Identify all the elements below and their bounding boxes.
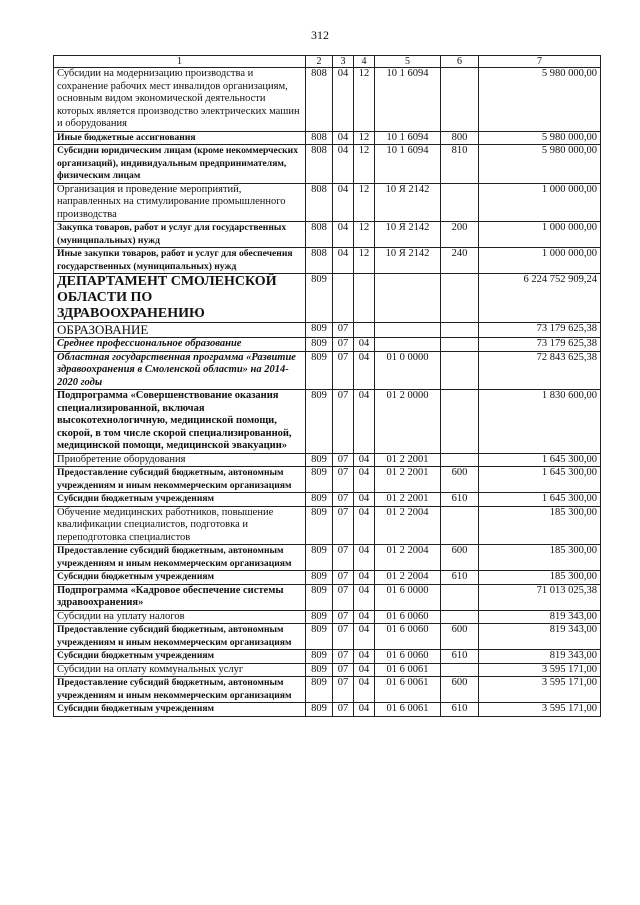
- row-admin-code: 809: [306, 545, 333, 571]
- row-section-code: 07: [333, 493, 354, 507]
- column-header: 3: [333, 56, 354, 68]
- row-admin-code: 809: [306, 506, 333, 545]
- table-row: [54, 222, 601, 248]
- row-name: Субсидии бюджетным учреждениям: [54, 571, 306, 585]
- row-subsection-code: 04: [354, 506, 375, 545]
- table-header-row: [54, 56, 601, 68]
- row-target-code: 01 2 2004: [375, 571, 441, 585]
- row-target-code: 01 6 0061: [375, 703, 441, 717]
- row-amount: 71 013 025,38: [479, 584, 601, 610]
- row-admin-code: 808: [306, 222, 333, 248]
- row-section-code: 04: [333, 68, 354, 132]
- row-name: Подпрограмма «Кадровое обеспечение системы здравоохранения»: [54, 584, 306, 610]
- row-amount: 5 980 000,00: [479, 131, 601, 145]
- row-name: Субсидии бюджетным учреждениям: [54, 650, 306, 664]
- row-expense-type: 600: [441, 677, 479, 703]
- row-expense-type: 610: [441, 650, 479, 664]
- row-name: Предоставление субсидий бюджетным, автономным учреждениям и иным некоммерческим организациям: [54, 677, 306, 703]
- column-header: 1: [54, 56, 306, 68]
- row-section-code: 07: [333, 338, 354, 352]
- row-subsection-code: 04: [354, 571, 375, 585]
- row-amount: 5 980 000,00: [479, 145, 601, 184]
- row-admin-code: 808: [306, 248, 333, 274]
- row-amount: 819 343,00: [479, 650, 601, 664]
- table-row: [54, 145, 601, 184]
- row-target-code: 01 6 0000: [375, 584, 441, 610]
- row-name: Среднее профессиональное образование: [54, 338, 306, 352]
- row-amount: 73 179 625,38: [479, 323, 601, 338]
- row-admin-code: 809: [306, 650, 333, 664]
- row-name: Предоставление субсидий бюджетным, автономным учреждениям и иным некоммерческим организациям: [54, 467, 306, 493]
- row-expense-type: 610: [441, 703, 479, 717]
- column-header: 2: [306, 56, 333, 68]
- row-section-code: 07: [333, 610, 354, 624]
- row-expense-type: 600: [441, 467, 479, 493]
- row-section-code: 07: [333, 571, 354, 585]
- table-row: [54, 650, 601, 664]
- table-row: [54, 610, 601, 624]
- row-name: Организация и проведение мероприятий, направленных на стимулирование промышленного производства: [54, 183, 306, 222]
- row-subsection-code: 04: [354, 703, 375, 717]
- row-expense-type: [441, 323, 479, 338]
- row-target-code: 10 Я 2142: [375, 183, 441, 222]
- row-subsection-code: 04: [354, 453, 375, 467]
- row-target-code: 01 2 0000: [375, 390, 441, 454]
- table-row: [54, 274, 601, 323]
- row-expense-type: 200: [441, 222, 479, 248]
- row-section-code: 04: [333, 222, 354, 248]
- row-admin-code: 808: [306, 131, 333, 145]
- row-expense-type: 610: [441, 493, 479, 507]
- row-target-code: [375, 274, 441, 323]
- row-name: Закупка товаров, работ и услуг для государственных (муниципальных) нужд: [54, 222, 306, 248]
- row-section-code: 07: [333, 467, 354, 493]
- row-subsection-code: 04: [354, 338, 375, 352]
- table-row: [54, 390, 601, 454]
- row-amount: 1 000 000,00: [479, 183, 601, 222]
- row-section-code: 07: [333, 663, 354, 677]
- row-name: Иные бюджетные ассигнования: [54, 131, 306, 145]
- row-name: Субсидии юридическим лицам (кроме некоммерческих организаций), индивидуальным предпринимателям, физическим лицам: [54, 145, 306, 184]
- row-amount: 3 595 171,00: [479, 677, 601, 703]
- table-row: [54, 453, 601, 467]
- row-name: Субсидии на уплату налогов: [54, 610, 306, 624]
- row-name: Обучение медицинских работников, повышение квалификации специалистов, подготовка и переподготовка специалистов: [54, 506, 306, 545]
- row-target-code: 01 6 0061: [375, 663, 441, 677]
- table-row: [54, 663, 601, 677]
- row-amount: 819 343,00: [479, 610, 601, 624]
- row-name: Субсидии на модернизацию производства и сохранение рабочих мест инвалидов организациям, основным видом экономической деятельности которых является производство электрических машин и оборудования: [54, 68, 306, 132]
- row-admin-code: 809: [306, 467, 333, 493]
- budget-table: [53, 55, 601, 717]
- row-name: Иные закупки товаров, работ и услуг для обеспечения государственных (муниципальных) нужд: [54, 248, 306, 274]
- row-amount: 1 645 300,00: [479, 453, 601, 467]
- row-amount: 1 645 300,00: [479, 467, 601, 493]
- row-section-code: 04: [333, 183, 354, 222]
- row-admin-code: 808: [306, 183, 333, 222]
- row-admin-code: 809: [306, 453, 333, 467]
- row-section-code: 07: [333, 650, 354, 664]
- table-row: [54, 571, 601, 585]
- row-admin-code: 809: [306, 663, 333, 677]
- row-amount: 6 224 752 909,24: [479, 274, 601, 323]
- row-target-code: 01 2 2001: [375, 493, 441, 507]
- row-admin-code: 809: [306, 351, 333, 390]
- row-admin-code: 809: [306, 677, 333, 703]
- row-target-code: [375, 323, 441, 338]
- row-target-code: 10 1 6094: [375, 68, 441, 132]
- row-subsection-code: 12: [354, 183, 375, 222]
- row-amount: 1 645 300,00: [479, 493, 601, 507]
- row-section-code: 07: [333, 624, 354, 650]
- row-amount: 185 300,00: [479, 571, 601, 585]
- table-row: [54, 338, 601, 352]
- row-admin-code: 809: [306, 610, 333, 624]
- page-number: 312: [311, 28, 329, 42]
- row-target-code: 10 1 6094: [375, 145, 441, 184]
- row-amount: 1 830 600,00: [479, 390, 601, 454]
- row-amount: 819 343,00: [479, 624, 601, 650]
- row-target-code: 01 2 2004: [375, 545, 441, 571]
- table-row: [54, 467, 601, 493]
- row-amount: 5 980 000,00: [479, 68, 601, 132]
- row-target-code: 01 6 0060: [375, 650, 441, 664]
- table-row: [54, 248, 601, 274]
- row-expense-type: 240: [441, 248, 479, 274]
- row-section-code: 07: [333, 545, 354, 571]
- row-section-code: 04: [333, 131, 354, 145]
- row-expense-type: 810: [441, 145, 479, 184]
- row-admin-code: 809: [306, 323, 333, 338]
- row-admin-code: 809: [306, 624, 333, 650]
- row-name: Предоставление субсидий бюджетным, автономным учреждениям и иным некоммерческим организациям: [54, 624, 306, 650]
- row-name: Субсидии бюджетным учреждениям: [54, 703, 306, 717]
- row-admin-code: 809: [306, 493, 333, 507]
- row-subsection-code: 04: [354, 545, 375, 571]
- row-section-code: 07: [333, 677, 354, 703]
- row-target-code: [375, 338, 441, 352]
- row-target-code: 01 2 2001: [375, 453, 441, 467]
- row-amount: 185 300,00: [479, 506, 601, 545]
- row-section-code: 07: [333, 703, 354, 717]
- row-section-code: 07: [333, 351, 354, 390]
- row-admin-code: 809: [306, 584, 333, 610]
- row-amount: 3 595 171,00: [479, 703, 601, 717]
- column-header: 7: [479, 56, 601, 68]
- row-subsection-code: 04: [354, 650, 375, 664]
- row-expense-type: [441, 274, 479, 323]
- row-amount: 73 179 625,38: [479, 338, 601, 352]
- row-amount: 1 000 000,00: [479, 248, 601, 274]
- row-amount: 1 000 000,00: [479, 222, 601, 248]
- row-subsection-code: 12: [354, 131, 375, 145]
- row-section-code: 07: [333, 390, 354, 454]
- row-target-code: 01 2 2004: [375, 506, 441, 545]
- row-expense-type: [441, 68, 479, 132]
- row-expense-type: [441, 183, 479, 222]
- row-name: Областная государственная программа «Развитие здравоохранения в Смоленской области» на 2014-2020 годы: [54, 351, 306, 390]
- table-row: [54, 703, 601, 717]
- table-row: [54, 493, 601, 507]
- row-subsection-code: 12: [354, 68, 375, 132]
- row-admin-code: 809: [306, 390, 333, 454]
- row-subsection-code: 04: [354, 610, 375, 624]
- row-section-code: [333, 274, 354, 323]
- row-subsection-code: 12: [354, 145, 375, 184]
- row-admin-code: 809: [306, 571, 333, 585]
- row-subsection-code: 04: [354, 584, 375, 610]
- row-target-code: 10 Я 2142: [375, 222, 441, 248]
- row-subsection-code: [354, 274, 375, 323]
- column-header: 4: [354, 56, 375, 68]
- row-name: Субсидии на оплату коммунальных услуг: [54, 663, 306, 677]
- row-section-code: 04: [333, 248, 354, 274]
- row-expense-type: [441, 663, 479, 677]
- row-amount: 72 843 625,38: [479, 351, 601, 390]
- table-row: [54, 506, 601, 545]
- row-subsection-code: 04: [354, 663, 375, 677]
- table-row: [54, 545, 601, 571]
- row-subsection-code: 04: [354, 677, 375, 703]
- column-header: 5: [375, 56, 441, 68]
- row-section-code: 07: [333, 323, 354, 338]
- row-expense-type: 610: [441, 571, 479, 585]
- row-section-code: 07: [333, 506, 354, 545]
- row-name: Предоставление субсидий бюджетным, автономным учреждениям и иным некоммерческим организациям: [54, 545, 306, 571]
- row-expense-type: 800: [441, 131, 479, 145]
- row-target-code: 01 6 0060: [375, 610, 441, 624]
- row-subsection-code: 04: [354, 493, 375, 507]
- row-subsection-code: 04: [354, 390, 375, 454]
- row-section-code: 07: [333, 453, 354, 467]
- row-target-code: 10 1 6094: [375, 131, 441, 145]
- row-expense-type: [441, 390, 479, 454]
- table-row: [54, 624, 601, 650]
- row-target-code: 10 Я 2142: [375, 248, 441, 274]
- row-name: ДЕПАРТАМЕНТ СМОЛЕНСКОЙ ОБЛАСТИ ПО ЗДРАВООХРАНЕНИЮ: [54, 274, 306, 323]
- table-row: [54, 584, 601, 610]
- row-expense-type: 600: [441, 545, 479, 571]
- row-expense-type: [441, 338, 479, 352]
- row-expense-type: [441, 584, 479, 610]
- row-amount: 185 300,00: [479, 545, 601, 571]
- row-subsection-code: 04: [354, 624, 375, 650]
- row-section-code: 04: [333, 145, 354, 184]
- row-subsection-code: 12: [354, 222, 375, 248]
- row-admin-code: 809: [306, 338, 333, 352]
- row-expense-type: [441, 506, 479, 545]
- row-name: Субсидии бюджетным учреждениям: [54, 493, 306, 507]
- table-row: [54, 351, 601, 390]
- row-name: ОБРАЗОВАНИЕ: [54, 323, 306, 338]
- column-header: 6: [441, 56, 479, 68]
- row-target-code: 01 6 0060: [375, 624, 441, 650]
- row-admin-code: 809: [306, 703, 333, 717]
- table-row: [54, 131, 601, 145]
- row-subsection-code: [354, 323, 375, 338]
- row-name: Приобретение оборудования: [54, 453, 306, 467]
- table-row: [54, 68, 601, 132]
- row-target-code: 01 6 0061: [375, 677, 441, 703]
- row-subsection-code: 04: [354, 467, 375, 493]
- row-expense-type: [441, 453, 479, 467]
- row-subsection-code: 12: [354, 248, 375, 274]
- table-row: [54, 323, 601, 338]
- row-expense-type: [441, 610, 479, 624]
- row-admin-code: 808: [306, 145, 333, 184]
- row-admin-code: 808: [306, 68, 333, 132]
- row-expense-type: 600: [441, 624, 479, 650]
- table-row: [54, 183, 601, 222]
- row-subsection-code: 04: [354, 351, 375, 390]
- row-target-code: 01 0 0000: [375, 351, 441, 390]
- table-row: [54, 677, 601, 703]
- row-target-code: 01 2 2001: [375, 467, 441, 493]
- row-expense-type: [441, 351, 479, 390]
- row-amount: 3 595 171,00: [479, 663, 601, 677]
- row-section-code: 07: [333, 584, 354, 610]
- row-admin-code: 809: [306, 274, 333, 323]
- row-name: Подпрограмма «Совершенствование оказания специализированной, включая высокотехнологичную, медицинской помощи, скорой, в том числе скорой специализированной, медицинской помощи, медицинской эвакуации»: [54, 390, 306, 454]
